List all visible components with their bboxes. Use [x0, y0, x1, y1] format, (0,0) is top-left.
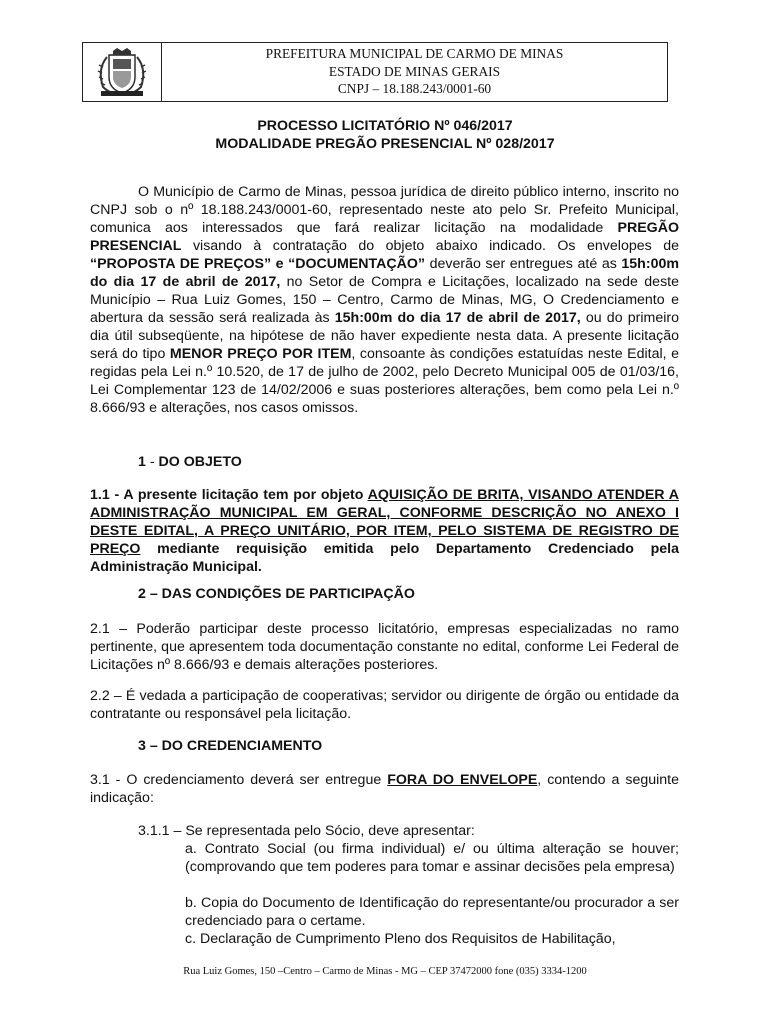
- section-2-title: 2 – DAS CONDIÇÕES DE PARTICIPAÇÃO: [138, 586, 415, 602]
- item-a: a. Contrato Social (ou firma individual) e/ ou última alteração se houver; (comprovando que tem poderes para tomar e assinar decisões pela empresa): [185, 841, 679, 875]
- section-3-1-1-title: 3.1.1 – Se representada pelo Sócio, deve apresentar:: [138, 823, 475, 839]
- section-3-title: 3 – DO CREDENCIAMENTO: [138, 738, 323, 754]
- municipal-crest: [83, 43, 162, 101]
- modality-number: MODALIDADE PREGÃO PRESENCIAL Nº 028/2017: [215, 136, 555, 152]
- municipality-name: PREFEITURA MUNICIPAL DE CARMO DE MINAS: [265, 46, 564, 61]
- letterhead: [82, 42, 668, 102]
- process-number: PROCESSO LICITATÓRIO Nº 046/2017: [257, 118, 513, 134]
- section-3-1-paragraph: 3.1 - O credenciamento deverá ser entregue FORA DO ENVELOPE, contendo a seguinte indicação:: [90, 772, 679, 806]
- item-c: c. Declaração de Cumprimento Pleno dos Requisitos de Habilitação,: [185, 931, 616, 947]
- letterhead-text: [162, 43, 667, 103]
- intro-paragraph: O Município de Carmo de Minas, pessoa jurídica de direito público interno, inscrito no CNPJ sob o nº 18.188.243/0001-60, representado neste ato pelo Sr. Prefeito Municipal, comunica aos interessados que fará realizar licitação na modalidade PREGÃO PRESENCIAL visando à contratação do objeto abaixo indicado. Os envelopes de “PROPOSTA DE PREÇOS” e “DOCUMENTAÇÃO” deverão ser entregues até as 15h:00m do dia 17 de abril de 2017, no Setor de Compra e Licitações, localizado na sede deste Município – Rua Luiz Gomes, 150 – Centro, Carmo de Minas, MG, O Credenciamento e abertura da sessão será realizada às 15h:00m do dia 17 de abril de 2017, ou do primeiro dia útil subseqüente, na hipótese de não haver expediente nesta data. A presente licitação será do tipo MENOR PREÇO POR ITEM, consoante às condições estatuídas neste Edital, e regidas pela Lei n.º 10.520, de 17 de julho de 2002, pelo Decreto Municipal 005 de 01/03/16, Lei Complementar 123 de 14/02/2006 e suas posteriores alterações, bem como pela Lei n.º 8.666/93 e alterações, nos casos omissos.: [90, 184, 679, 416]
- page-footer: Rua Luiz Gomes, 150 –Centro – Carmo de Minas - MG – CEP 37472000 fone (035) 3334-1200: [183, 966, 587, 977]
- section-2-2-paragraph: 2.2 – É vedada a participação de cooperativas; servidor ou dirigente de órgão ou entidade da contratante ou responsável pela licitação.: [90, 688, 679, 722]
- section-2-1-paragraph: 2.1 – Poderão participar deste processo licitatório, empresas especializadas no ramo pertinente, que apresentem toda documentação constante no edital, conforme Lei Federal de Licitações nº 8.666/93 e demais alterações posteriores.: [90, 621, 679, 673]
- section-1-title: 1 - DO OBJETO: [138, 454, 242, 470]
- section-1-paragraph: 1.1 - A presente licitação tem por objeto AQUISIÇÃO DE BRITA, VISANDO ATENDER A ADMINISTRAÇÃO MUNICIPAL EM GERAL, CONFORME DESCRIÇÃO NO ANEXO I DESTE EDITAL, A PREÇO UNITÁRIO, POR ITEM, PELO SISTEMA DE REGISTRO DE PREÇO mediante requisição emitida pelo Departamento Credenciado pela Administração Municipal.: [90, 487, 680, 575]
- state-name: ESTADO DE MINAS GERAIS: [328, 63, 501, 79]
- cnpj-line: CNPJ – 18.188.243/0001-60: [337, 81, 492, 96]
- item-b: b. Copia do Documento de Identificação do representante/ou procurador a ser credenciado para o certame.: [185, 895, 679, 929]
